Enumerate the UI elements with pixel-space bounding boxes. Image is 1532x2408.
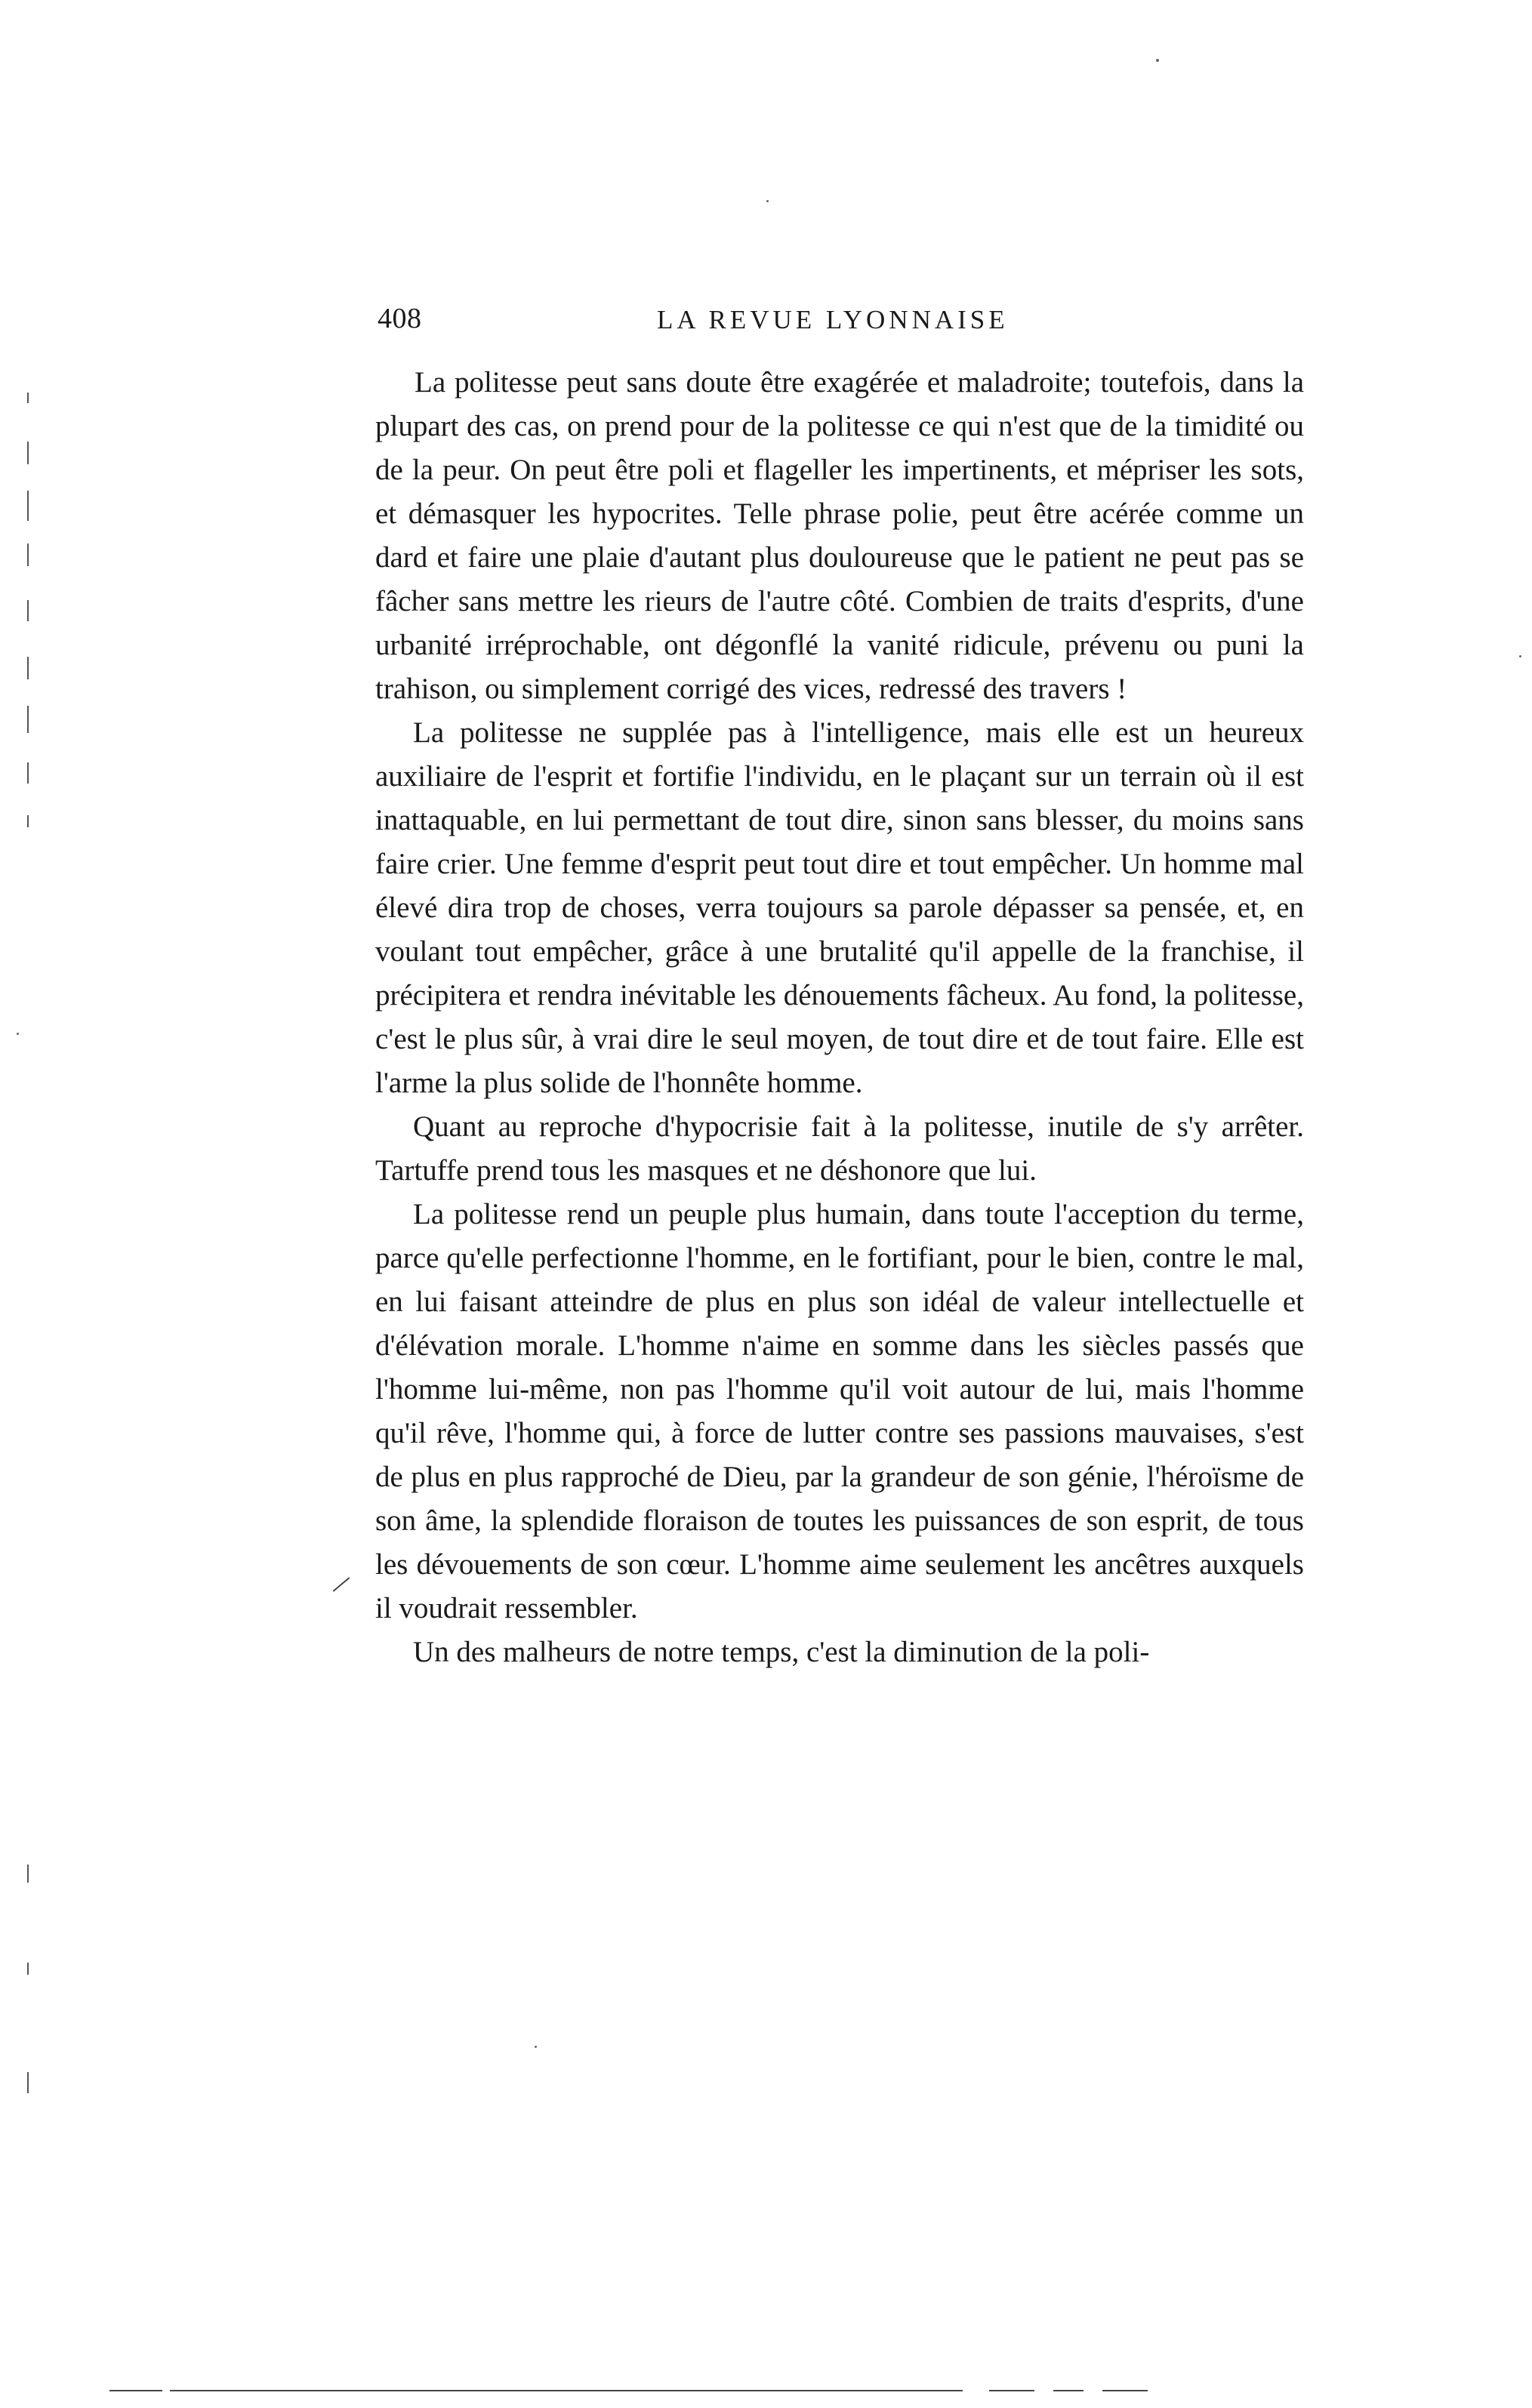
scan-edge xyxy=(989,2390,1034,2391)
scan-speck xyxy=(766,200,769,202)
article-body xyxy=(375,361,1304,1674)
paragraph: La politesse rend un peuple plus humain, dans toute l'acception du terme, parce qu'elle perfectionne l'homme, en le fortifiant, pour le bien, contre le mal, en lui faisant atteindre de plus en plus son idéal de valeur intellectuelle et d'élévation morale. L'homme n'aime en somme dans les siècles passés que l'homme lui-même, non pas l'homme qu'il voit autour de lui, mais l'homme qu'il rêve, l'homme qui, à force de lutter contre ses passions mauvaises, s'est de plus en plus rapproché de Dieu, par la grandeur de son génie, l'héroïsme de son âme, la splendide floraison de toutes les puissances de son esprit, de tous les dévouements de son cœur. L'homme aime seulement les ancêtres auxquels il voudrait ressembler. xyxy=(375,1198,1304,1624)
pencil-mark xyxy=(333,1577,350,1592)
scan-mark xyxy=(27,1963,29,1975)
scan-edge xyxy=(1053,2390,1083,2391)
scan-edge xyxy=(1102,2390,1148,2391)
scan-mark xyxy=(27,543,29,566)
running-header xyxy=(378,302,1302,347)
scan-speck xyxy=(1156,59,1159,62)
scan-speck xyxy=(535,2046,537,2048)
scan-mark xyxy=(27,706,29,733)
paragraph: Un des malheurs de notre temps, c'est la diminution de la poli- xyxy=(413,1636,1150,1668)
scan-mark xyxy=(27,393,29,403)
scan-mark xyxy=(27,442,29,464)
scan-speck xyxy=(1519,655,1521,657)
scan-edge xyxy=(170,2390,963,2391)
scan-mark xyxy=(27,657,29,679)
scan-mark xyxy=(27,762,29,784)
scan-mark xyxy=(27,2072,29,2093)
scan-mark xyxy=(27,1865,29,1883)
paragraph: La politesse peut sans doute être exagérée et maladroite; toutefois, dans la plupart des cas, on prend pour de la politesse ce qui n'est que de la timidité ou de la peur. On peut être poli et flageller les impertinents, et mépriser les sots, et démasquer les hypocrites. Telle phrase polie, peut être acérée comme un dard et faire une plaie d'autant plus douloureuse que le patient ne peut pas se fâcher sans mettre les rieurs de l'autre côté. Combien de traits d'esprits, d'une urbanité irréprochable, ont dégonflé la vanité ridicule, prévenu ou puni la trahison, ou simplement corrigé des vices, redressé des travers ! xyxy=(375,366,1304,705)
scan-mark xyxy=(27,491,29,521)
paragraph: Quant au reproche d'hypocrisie fait à la politesse, inutile de s'y arrêter. Tartuffe prend tous les masques et ne déshonore que lui. xyxy=(375,1110,1304,1187)
page-number: 408 xyxy=(378,303,422,334)
paragraph: La politesse ne supplée pas à l'intelligence, mais elle est un heureux auxiliaire de l'esprit et fortifie l'individu, en le plaçant sur un terrain où il est inattaquable, en lui permettant de tout dire, sinon sans blesser, du moins sans faire crier. Une femme d'esprit peut tout dire et tout empêcher. Un homme mal élevé dira trop de choses, verra toujours sa parole dépasser sa pensée, et, en voulant tout empêcher, grâce à une brutalité qu'il appelle de la franchise, il précipitera et rendra inévitable les dénouements fâcheux. Au fond, la politesse, c'est le plus sûr, à vrai dire le seul moyen, de tout dire et de tout faire. Elle est l'arme la plus solide de l'honnête homme. xyxy=(375,716,1304,1099)
scan-mark xyxy=(27,815,29,827)
scan-speck xyxy=(17,1033,19,1035)
scan-mark xyxy=(27,600,29,621)
running-title: LA REVUE LYONNAISE xyxy=(657,305,1009,334)
scan-edge xyxy=(109,2390,162,2391)
